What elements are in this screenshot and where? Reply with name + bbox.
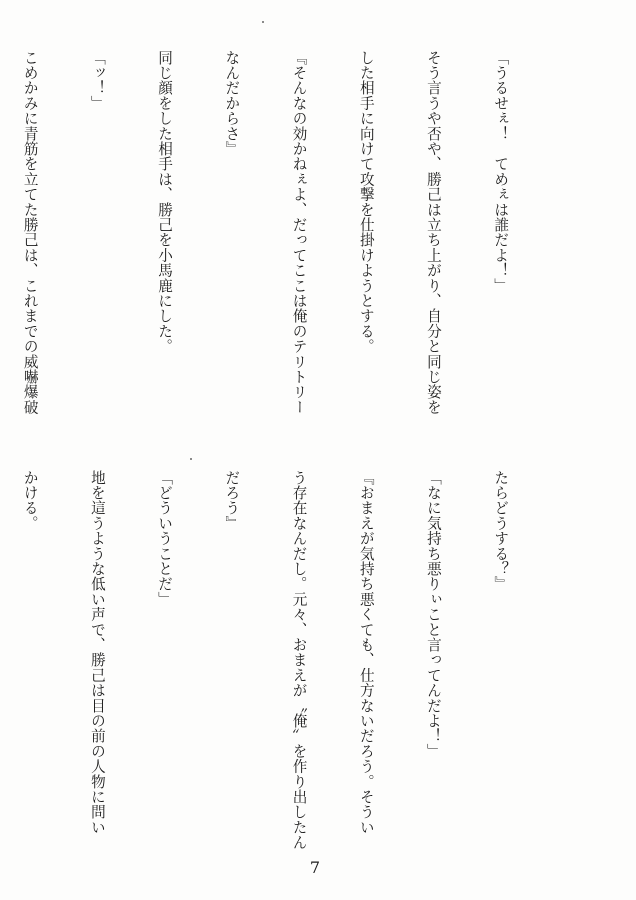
lower-text-column — [21, 470, 556, 870]
scan-speck — [262, 21, 264, 23]
text-line: 「ッ！」 — [88, 50, 106, 111]
page-number: 7 — [309, 858, 321, 877]
text-line: 「うるせぇ！ てめぇは誰だよ！」 — [492, 50, 510, 294]
text-line: 「どういうことだ」 — [156, 470, 174, 607]
text-line: たらどうする？』 — [492, 470, 510, 592]
text-line: 「なに気持ち悪りぃこと言ってんだよ！」 — [424, 470, 442, 759]
upper-text-column — [21, 50, 556, 445]
scan-speck — [190, 458, 192, 460]
text-line: なんだからさ』 — [223, 50, 241, 157]
text-line: 地を這うような低い声で、勝己は目の前の人物に問い — [88, 470, 106, 835]
text-line: した相手に向けて攻撃を仕掛けようとする。 — [357, 50, 375, 354]
text-line: こめかみに青筋を立てた勝己は、これまでの威嚇爆破 — [21, 50, 39, 415]
text-line: そう言うや否や、勝己は立ち上がり、自分と同じ姿を — [424, 50, 442, 415]
text-line: だろう』 — [223, 470, 241, 531]
text-line: かける。 — [21, 470, 39, 531]
text-line: 同じ顔をした相手は、勝己を小馬鹿にした。 — [156, 50, 174, 354]
text-line: う存在なんだし。元々、おまえが〝俺〟を作り出したん — [290, 470, 308, 850]
text-line: 『おまえが気持ち悪くても、仕方ないだろう。そうい — [357, 470, 375, 835]
text-line: 『そんなの効かねぇよ、だってここは俺のテリトリー — [290, 50, 308, 415]
